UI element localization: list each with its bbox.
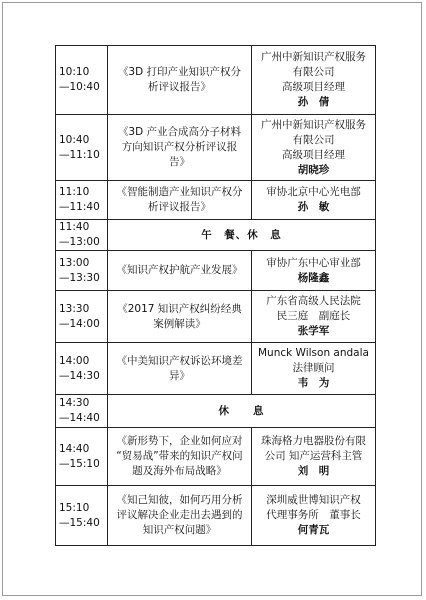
speaker-org: 代理事务所 董事长 [266,509,361,521]
time-cell [56,181,108,220]
topic-line: 方向知识产权分析评议报 [121,141,238,153]
time-start: 11:40 [59,221,90,233]
time-cell [56,395,108,428]
speaker-org: 深圳威世博知识产权 [266,494,361,506]
topic-cell [108,251,252,291]
time-cell [56,343,108,395]
time-start: 10:10 [59,66,90,78]
time-end: —15:40 [59,516,100,529]
speaker-org: 广东省高级人民法院 [266,295,361,307]
topic-line: 评议解决企业走出去遇到的 [116,509,243,521]
speaker-org: 公司 知产运营科主管 [264,450,363,462]
speaker-cell [252,428,376,486]
time-cell [56,251,108,291]
topic-line: 《知己知彼，如何巧用分析 [116,494,243,506]
time-end: —11:40 [59,201,100,213]
time-start: 13:30 [59,302,90,315]
time-end: —13:00 [59,236,100,248]
speaker-org: 珠海格力电器股份有限 [261,435,366,447]
time-start: 11:10 [59,186,90,198]
topic-line: 案例解读》 [153,317,206,330]
topic-cell [108,343,252,395]
speaker-name: 胡晓珍 [297,163,330,176]
speaker-org: 高级项目经理 [282,148,345,161]
topic-line: 告》 [169,156,190,168]
topic-line: 《中美知识产权诉讼环境差 [116,354,243,367]
time-cell [56,486,108,546]
speaker-org: 有限公司 [292,66,335,78]
break-label: 休 息 [108,395,376,428]
speaker-org: 广州中新知识产权服务 [261,118,366,131]
break-row [56,395,376,428]
time-cell [56,220,108,251]
speaker-name: 孙 倩 [297,96,330,108]
speaker-org: 有限公司 [292,133,335,146]
speaker-cell [252,251,376,291]
time-start: 10:40 [59,133,90,146]
speaker-cell [252,343,376,395]
speaker-org: Munck Wilson andala [258,347,369,359]
time-cell [56,115,108,181]
break-row [56,220,376,251]
speaker-org: 广州中新知识产权服务 [261,51,366,63]
speaker-org: 审协广东中心审业部 [266,256,361,269]
schedule-row [56,46,376,115]
schedule-table [55,45,376,546]
speaker-org: 审协北京中心光电部 [266,186,361,198]
speaker-org: 高级项目经理 [282,81,345,93]
speaker-cell [252,115,376,181]
speaker-name: 刘 明 [297,465,330,477]
topic-line: 《知识产权护航产业发展》 [116,264,243,276]
time-end: —14:40 [59,412,100,424]
schedule-row [56,251,376,291]
time-end: —14:00 [59,317,100,330]
topic-cell [108,486,252,546]
time-end: —10:40 [59,81,100,93]
topic-cell [108,181,252,220]
schedule-row [56,343,376,395]
topic-line: “贸易战”带来的知识产权问 [116,450,243,462]
speaker-org: 民三庭 副庭长 [276,310,351,322]
topic-cell [108,291,252,343]
schedule-row [56,486,376,546]
topic-line: 题及海外布局战略》 [132,465,227,477]
time-end: —15:10 [59,457,100,470]
schedule-row [56,428,376,486]
speaker-name: 何青瓦 [297,524,330,536]
topic-line: 《智能制造产业知识产权分 [116,186,243,198]
time-end: —14:30 [59,369,100,382]
speaker-cell [252,46,376,115]
time-cell [56,291,108,343]
time-cell [56,46,108,115]
time-start: 14:30 [59,397,90,409]
break-label: 午 餐、休 息 [108,220,376,251]
topic-line: 异》 [169,369,190,382]
speaker-name: 张学军 [297,325,330,337]
topic-cell [108,115,252,181]
schedule-row [56,115,376,181]
topic-cell [108,46,252,115]
speaker-cell [252,181,376,220]
time-start: 15:10 [59,501,90,514]
speaker-cell [252,486,376,546]
topic-line: 《新形势下，企业如何应对 [116,435,243,447]
speaker-name: 杨隆鑫 [297,271,330,284]
topic-cell [108,428,252,486]
speaker-name: 孙 敏 [297,201,330,213]
time-end: —13:30 [59,271,100,284]
topic-line: 知识产权问题》 [142,524,217,536]
topic-line: 《2017 知识产权纠纷经典 [117,302,242,315]
topic-line: 《3D 打印产业知识产权分 [117,66,242,78]
time-end: —11:10 [59,148,100,161]
time-start: 13:00 [59,256,90,269]
topic-line: 《3D 产业合成高分子材料 [117,126,242,138]
schedule-row [56,291,376,343]
schedule-row [56,181,376,220]
speaker-org: 法律顾问 [292,362,335,374]
topic-line: 析评议报告》 [148,81,211,93]
speaker-cell [252,291,376,343]
time-start: 14:40 [59,442,90,455]
time-start: 14:00 [59,354,90,367]
topic-line: 析评议报告》 [148,201,211,213]
speaker-name: 韦 为 [297,377,330,389]
time-cell [56,428,108,486]
